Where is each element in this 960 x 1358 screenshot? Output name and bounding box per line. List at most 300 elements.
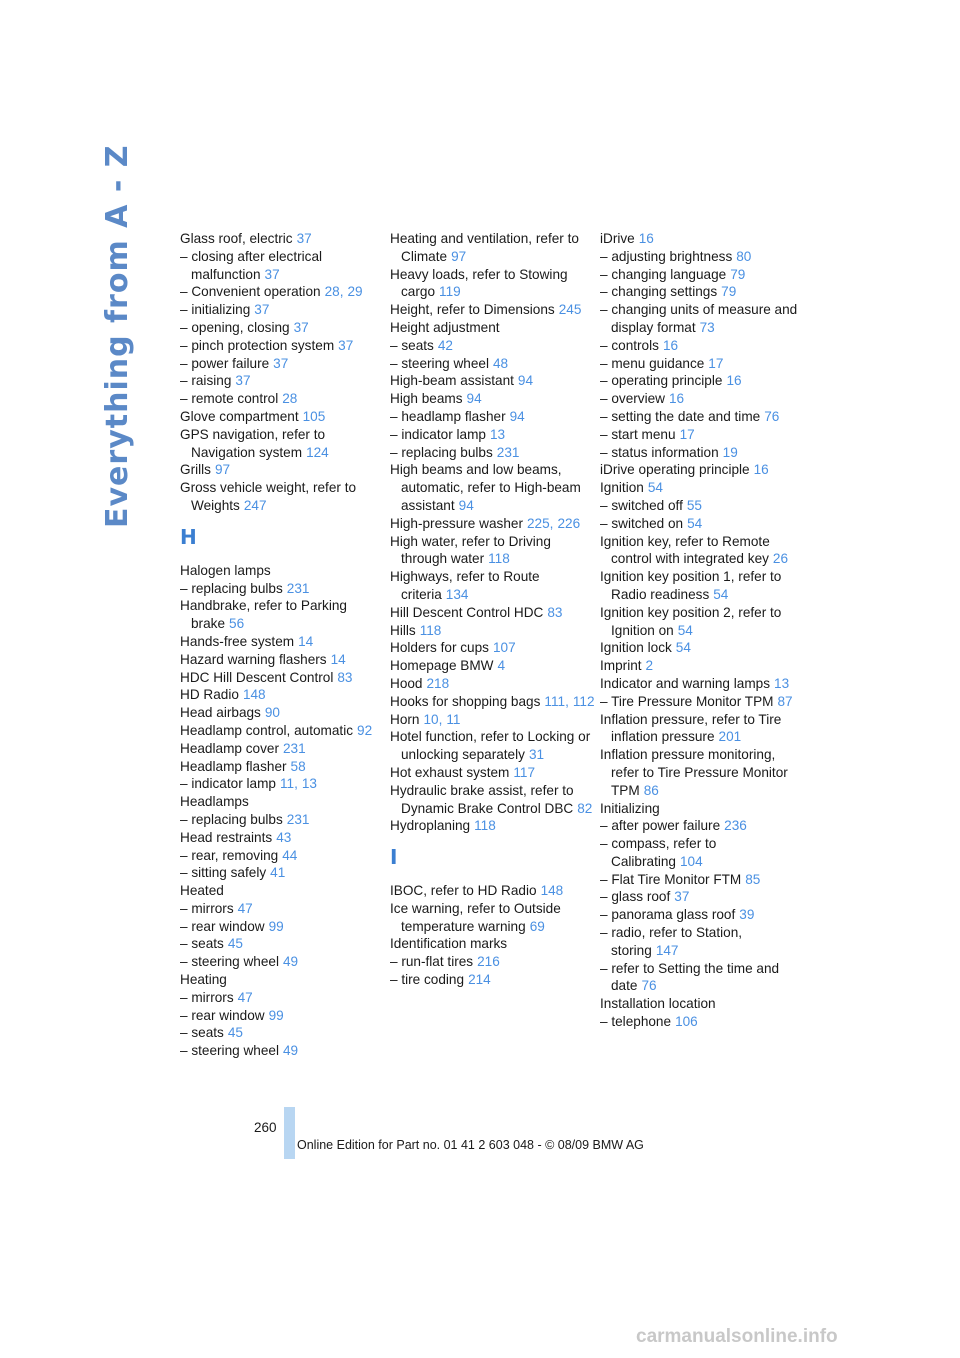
index-entry-text: – telephone — [600, 1014, 672, 1030]
page-ref-link[interactable]: 13 — [774, 675, 790, 691]
index-entry-text: – Flat Tire Monitor FTM — [600, 871, 742, 887]
page-ref-link[interactable]: 105 — [302, 408, 326, 424]
index-entry — [600, 372, 805, 390]
index-entry-text: Hands-free system — [180, 633, 295, 649]
page-ref-link[interactable]: 147 — [655, 942, 679, 958]
index-entry: – Convenient operation 28, 29 — [180, 284, 363, 300]
index-entry-text: IBOC, refer to HD Radio — [390, 883, 537, 899]
page-ref-link[interactable]: 94 — [509, 408, 525, 424]
index-entry-text: – initializing — [180, 302, 251, 318]
index-entry — [600, 515, 805, 533]
index-entry — [390, 971, 595, 989]
index-entry — [600, 924, 805, 960]
index-entry: Hooks for shopping bags 111, 112 — [390, 693, 595, 709]
index-entry — [180, 847, 385, 865]
index-entry-text: Hills — [390, 622, 416, 638]
page-ref-link[interactable]: 134 — [445, 586, 469, 602]
page-ref-link[interactable]: 87 — [777, 693, 793, 709]
page-ref-link[interactable]: 111 — [544, 693, 566, 709]
page-ref-link[interactable]: 37 — [264, 266, 280, 282]
index-entry-text: – steering wheel — [180, 954, 279, 970]
index-entry — [600, 408, 805, 426]
index-entry-text: Inflation pressure, refer to Tire inflation pressure — [600, 711, 782, 745]
page-ref-link[interactable]: 49 — [283, 1043, 299, 1059]
index-entry — [600, 283, 805, 301]
index-entry — [600, 835, 805, 871]
index-entry-text: – start menu — [600, 426, 676, 442]
index-entry-text: – switched off — [600, 497, 683, 513]
index-entry-text: – mirrors — [180, 989, 234, 1005]
page-ref-link[interactable]: 26 — [772, 551, 789, 567]
page-ref-link[interactable]: 55 — [686, 497, 702, 513]
index-entry-text: – compass, refer to Calibrating — [600, 836, 717, 869]
index-entry-text: Heated — [180, 883, 224, 899]
page-ref-link[interactable]: 54 — [675, 640, 691, 656]
page-ref-link[interactable]: 44 — [282, 847, 298, 863]
index-entry — [180, 337, 385, 355]
index-column-3 — [600, 230, 805, 1031]
index-entry — [180, 580, 385, 598]
index-entry-text: – changing language — [600, 266, 727, 282]
page-ref-link[interactable]: 16 — [726, 373, 742, 389]
index-entry — [180, 686, 385, 704]
page-ref-link[interactable]: 37 — [273, 355, 289, 371]
index-entry-text: – Tire Pressure Monitor TPM — [600, 693, 774, 709]
page-ref-link[interactable]: 17 — [708, 355, 724, 371]
page-ref-link[interactable]: 43 — [276, 829, 292, 845]
index-entry-text: – seats — [180, 1025, 224, 1041]
index-entry-text: Heating — [180, 972, 227, 988]
index-entry — [180, 882, 385, 900]
page-ref-link[interactable]: 201 — [718, 729, 742, 745]
index-entry — [600, 533, 805, 569]
index-entry-text: Headlamp cover — [180, 740, 279, 756]
page-ref-link[interactable]: 83 — [547, 604, 563, 620]
index-entry — [180, 461, 385, 479]
page-ref-link[interactable]: 247 — [243, 497, 267, 513]
index-entry — [180, 408, 385, 426]
index-entry-text: Gross vehicle weight, refer to Weights — [180, 480, 357, 513]
index-entry-text: – steering wheel — [180, 1043, 279, 1059]
page-ref-link[interactable]: 148 — [540, 883, 564, 899]
index-entry — [600, 426, 805, 444]
index-entry — [600, 230, 805, 248]
page-ref-link[interactable]: 226 — [557, 515, 581, 531]
page-ref-link[interactable]: 118 — [474, 818, 496, 834]
index-entry-text: – switched on — [600, 515, 684, 531]
index-entry-text: – changing settings — [600, 284, 718, 300]
index-entry — [390, 935, 595, 953]
index-entry — [600, 817, 805, 835]
page-ref-link[interactable]: 94 — [517, 373, 534, 389]
index-entry-text: Hooks for shopping bags — [390, 693, 541, 709]
index-entry-text: Identification marks — [390, 936, 508, 952]
page-ref-link[interactable]: 231 — [286, 811, 310, 827]
index-entry-text: High-beam assistant — [390, 373, 514, 389]
index-entry — [600, 711, 805, 747]
index-entry — [600, 960, 805, 996]
index-entry-text: – remote control — [180, 391, 279, 407]
index-entry-text: – pinch protection system — [180, 337, 335, 353]
page-ref-link[interactable]: 39 — [739, 907, 755, 923]
page-ref-link[interactable]: 14 — [298, 633, 314, 649]
page-ref-link[interactable]: 37 — [254, 302, 270, 318]
index-entry — [180, 935, 385, 953]
page-ref-link[interactable]: 118 — [419, 622, 442, 638]
index-entry-text: Head restraints — [180, 829, 273, 845]
index-entry-text: HDC Hill Descent Control — [180, 669, 334, 685]
index-entry — [180, 989, 385, 1007]
index-entry — [600, 639, 805, 657]
footer-accent-bar — [284, 1107, 295, 1159]
page-ref-link[interactable]: 41 — [270, 865, 286, 881]
index-entry — [180, 426, 385, 462]
index-entry-text: Ignition — [600, 480, 644, 496]
index-entry-text: Homepage BMW — [390, 658, 494, 674]
index-entry-text: Headlamp flasher — [180, 758, 287, 774]
page-ref-link[interactable]: 86 — [643, 782, 659, 798]
index-entry-text: – status information — [600, 444, 719, 460]
index-entry-text: – tire coding — [390, 972, 465, 988]
page-ref-link[interactable]: 216 — [477, 954, 500, 970]
index-entry — [180, 953, 385, 971]
index-entry — [180, 562, 385, 580]
index-entry — [180, 900, 385, 918]
index-entry-text: Headlamps — [180, 794, 249, 810]
index-entry-text: Installation location — [600, 996, 716, 1012]
page-ref-link[interactable]: 92 — [357, 722, 373, 738]
index-entry-text: – replacing bulbs — [390, 444, 493, 460]
index-entry — [390, 444, 595, 462]
page-ref-link[interactable]: 94 — [466, 391, 482, 407]
index-entry-text: High beams and low beams, automatic, refer to High-beam assistant — [390, 462, 581, 513]
index-entry-text: – steering wheel — [390, 355, 489, 371]
index-entry-text: Highways, refer to Route criteria — [390, 569, 540, 602]
page-ref-link[interactable]: 47 — [237, 900, 253, 916]
index-entry-text: – adjusting brightness — [600, 248, 733, 264]
index-entry: Horn 10, 11 — [390, 711, 461, 727]
page-ref-link[interactable]: 97 — [451, 248, 467, 264]
index-entry-text: – rear window — [180, 918, 265, 934]
page-ref-link[interactable]: 79 — [721, 284, 737, 300]
index-entry — [390, 639, 595, 657]
index-entry — [600, 888, 805, 906]
index-entry-text: High-pressure washer — [390, 515, 523, 531]
index-entry — [390, 882, 595, 900]
index-entry-text: Glove compartment — [180, 408, 299, 424]
index-entry-text: HD Radio — [180, 687, 239, 703]
index-entry-text: – radio, refer to Station, storing — [600, 925, 743, 958]
index-entry — [180, 918, 385, 936]
page-ref-link[interactable]: 79 — [730, 266, 746, 282]
index-entry — [180, 372, 385, 390]
page-ref-link[interactable]: 104 — [679, 853, 703, 869]
page-ref-link[interactable]: 83 — [337, 669, 353, 685]
index-entry — [180, 1024, 385, 1042]
index-entry — [180, 633, 385, 651]
page-ref-link[interactable]: 218 — [426, 675, 450, 691]
index-entry — [600, 995, 805, 1013]
index-entry-text: – after power failure — [600, 818, 721, 834]
index-entry — [390, 355, 595, 373]
index-entry — [180, 864, 385, 882]
page-ref-link[interactable]: 17 — [679, 426, 695, 442]
index-entry-text: – Convenient operation — [180, 284, 321, 300]
index-letter-heading: I — [390, 845, 398, 870]
page-ref-link[interactable]: 118 — [488, 551, 510, 567]
page-ref-link[interactable]: 54 — [687, 515, 703, 531]
index-entry-text: – panorama glass roof — [600, 907, 736, 923]
page-ref-link[interactable]: 85 — [745, 871, 761, 887]
index-entry-text: – sitting safely — [180, 865, 267, 881]
index-entry — [180, 355, 385, 373]
index-entry — [390, 622, 595, 640]
footer-edition-text: Online Edition for Part no. 01 41 2 603 048 - © 08/09 BMW AG — [297, 1138, 644, 1152]
index-entry-text: – menu guidance — [600, 355, 705, 371]
page-ref-link[interactable]: 4 — [497, 658, 506, 674]
page-ref-link[interactable]: 117 — [513, 764, 536, 780]
page-ref-link[interactable]: 90 — [264, 705, 280, 721]
page-ref-link[interactable]: 28 — [282, 391, 298, 407]
index-entry-text: – headlamp flasher — [390, 408, 506, 424]
index-entry-text: – controls — [600, 337, 659, 353]
index-entry-text: – changing units of measure and display format — [600, 302, 798, 335]
page-ref-link[interactable]: 69 — [529, 918, 545, 934]
page-ref-link[interactable]: 16 — [662, 337, 679, 353]
index-entry-text: Heating and ventilation, refer to Climate — [390, 231, 579, 264]
index-entry-text: Hydroplaning — [390, 818, 471, 834]
index-entry-text: – seats — [180, 936, 224, 952]
page-ref-link[interactable]: 107 — [492, 640, 516, 656]
page-ref-link[interactable]: 58 — [290, 758, 306, 774]
page-ref-link[interactable]: 124 — [306, 444, 329, 460]
index-entry — [600, 568, 805, 604]
index-entry-text: – operating principle — [600, 373, 723, 389]
index-entry-text: Grills — [180, 462, 211, 478]
index-entry-text: Hydraulic brake assist, refer to Dynamic Brake Control DBC — [390, 782, 574, 816]
page-ref-link[interactable]: 148 — [242, 687, 266, 703]
index-entry-text: Hotel function, refer to Locking or unlocking separately — [390, 729, 591, 763]
index-entry-text: Heavy loads, refer to Stowing cargo — [390, 266, 568, 300]
index-entry — [600, 248, 805, 266]
index-entry — [180, 971, 385, 989]
page-ref-link[interactable]: 14 — [330, 651, 346, 667]
index-entry-text: High water, refer to Driving through water — [390, 533, 551, 567]
index-entry — [180, 301, 385, 319]
index-entry — [180, 230, 385, 248]
page-ref-link[interactable]: 73 — [699, 319, 715, 335]
index-entry-text: Inflation pressure monitoring, refer to Tire Pressure Monitor TPM — [600, 747, 788, 798]
index-entry-text: – closing after electrical malfunction — [180, 248, 323, 282]
index-entry-text: – rear, removing — [180, 847, 279, 863]
index-column-1 — [180, 230, 385, 1060]
index-entry-text: Holders for cups — [390, 640, 489, 656]
page-ref-link[interactable]: 37 — [338, 337, 354, 353]
page-ref-link[interactable]: 54 — [647, 480, 663, 496]
index-entry-text: – rear window — [180, 1007, 265, 1023]
index-entry-text: Height, refer to Dimensions — [390, 302, 555, 318]
index-entry-text: Glass roof, electric — [180, 231, 293, 246]
page-ref-link[interactable]: 119 — [439, 284, 461, 300]
index-entry-text: Ignition lock — [600, 640, 672, 656]
index-entry-text: – seats — [390, 337, 434, 353]
index-entry — [600, 355, 805, 373]
index-entry — [390, 408, 595, 426]
index-entry — [600, 871, 805, 889]
index-entry — [180, 1007, 385, 1025]
index-entry — [390, 266, 595, 302]
page-ref-link[interactable]: 236 — [724, 818, 747, 834]
index-entry — [600, 693, 805, 711]
index-entry-text: – replacing bulbs — [180, 811, 283, 827]
page-ref-link[interactable]: 106 — [675, 1014, 698, 1030]
index-entry — [180, 248, 385, 284]
page-number: 260 — [254, 1120, 277, 1135]
index-entry-text: Ignition key, refer to Remote control with integrated key — [600, 533, 770, 567]
index-entry — [600, 906, 805, 924]
page-ref-link[interactable]: 16 — [668, 391, 685, 407]
index-entry — [180, 811, 385, 829]
page-ref-link[interactable]: 76 — [641, 978, 657, 994]
page-ref-link[interactable]: 11 — [279, 776, 295, 792]
index-entry — [180, 1042, 385, 1060]
index-entry — [180, 793, 385, 811]
index-entry — [390, 390, 595, 408]
page-ref-link[interactable]: 37 — [235, 373, 251, 389]
index-entry — [600, 266, 805, 284]
index-entry-text: Indicator and warning lamps — [600, 675, 771, 691]
index-entry — [390, 764, 595, 782]
index-entry — [180, 740, 385, 758]
page-ref-link[interactable]: 37 — [674, 889, 690, 905]
index-entry-text: Ignition key position 1, refer to Radio readiness — [600, 569, 782, 602]
index-entry — [180, 669, 385, 687]
page-ref-link[interactable]: 2 — [645, 658, 654, 674]
index-entry: – indicator lamp 11, 13 — [180, 776, 317, 792]
index-entry-text: – opening, closing — [180, 319, 290, 335]
page-ref-link[interactable]: 99 — [268, 918, 284, 934]
index-entry-text: – replacing bulbs — [180, 580, 283, 596]
index-entry-text: Height adjustment — [390, 319, 500, 335]
index-entry-text: Imprint — [600, 658, 642, 674]
page-ref-link[interactable]: 37 — [296, 231, 312, 246]
index-entry-text: – indicator lamp — [180, 776, 276, 792]
page-ref-link[interactable]: 80 — [736, 248, 752, 264]
index-entry-text: GPS navigation, refer to Navigation system — [180, 426, 326, 460]
index-entry — [390, 782, 595, 818]
page-ref-link[interactable]: 245 — [558, 302, 582, 318]
page-ref-link[interactable]: 231 — [282, 740, 306, 756]
page-ref-link[interactable]: 94 — [458, 497, 474, 513]
page-ref-link[interactable]: 231 — [286, 580, 310, 596]
watermark: carmanualsonline.info — [636, 1326, 838, 1347]
index-entry — [600, 390, 805, 408]
index-letter-heading: H — [180, 524, 197, 549]
index-entry — [180, 597, 385, 633]
index-entry-text: High beams — [390, 391, 463, 407]
index-entry — [390, 675, 595, 693]
index-entry — [390, 337, 595, 355]
index-entry — [390, 953, 595, 971]
page-ref-link[interactable]: 54 — [713, 586, 729, 602]
page-ref-link[interactable]: 82 — [577, 800, 593, 816]
page-ref-link[interactable]: 48 — [493, 355, 509, 371]
page-ref-link[interactable]: 45 — [227, 936, 243, 952]
index-entry — [600, 657, 805, 675]
index-entry — [390, 230, 595, 266]
index-entry-text: Halogen lamps — [180, 562, 271, 578]
index-entry-text: Horn — [390, 711, 420, 727]
page-ref-link[interactable]: 10 — [423, 711, 439, 727]
page-ref-link[interactable]: 99 — [268, 1007, 284, 1023]
index-entry-text: Headlamp control, automatic — [180, 722, 354, 738]
index-entry — [600, 337, 805, 355]
index-entry-text: Hill Descent Control HDC — [390, 604, 544, 620]
page-ref-link[interactable]: 13 — [489, 426, 506, 442]
index-entry-text: Handbrake, refer to Parking brake — [180, 598, 347, 632]
page-ref-link[interactable]: 11 — [446, 711, 461, 727]
page-ref-link[interactable]: 13 — [301, 776, 317, 792]
index-entry-text: – raising — [180, 373, 232, 389]
page-ref-link[interactable]: 42 — [437, 337, 453, 353]
index-entry — [180, 390, 385, 408]
index-entry-text: Ignition key position 2, refer to Ignition on — [600, 604, 782, 638]
index-column-2 — [390, 230, 595, 989]
page-ref-link[interactable]: 225 — [526, 515, 550, 531]
index-entry — [180, 758, 385, 776]
page-ref-link[interactable]: 49 — [283, 954, 299, 970]
page-ref-link[interactable]: 45 — [227, 1025, 243, 1041]
page-ref-link[interactable]: 76 — [764, 408, 780, 424]
index-entry — [390, 426, 595, 444]
page-ref-link[interactable]: 56 — [229, 616, 245, 632]
page-ref-link[interactable]: 19 — [722, 444, 738, 460]
index-entry-text: – setting the date and time — [600, 408, 761, 424]
index-entry-text: – run-flat tires — [390, 954, 474, 970]
index-entry-text: – refer to Setting the time and date — [600, 960, 780, 994]
page-ref-link[interactable]: 37 — [293, 319, 309, 335]
index-entry-text: – overview — [600, 391, 665, 407]
index-entry — [390, 604, 595, 622]
page-ref-link[interactable]: 16 — [638, 231, 654, 246]
page-ref-link[interactable]: 97 — [214, 462, 231, 478]
page-ref-link[interactable]: 28 — [324, 284, 340, 300]
index-entry — [180, 651, 385, 669]
index-entry-text: iDrive — [600, 231, 635, 246]
page-ref-link[interactable]: 16 — [753, 462, 769, 478]
page-ref-link[interactable]: 214 — [468, 972, 491, 988]
index-entry-text: – indicator lamp — [390, 426, 486, 442]
page-ref-link[interactable]: 231 — [496, 444, 520, 460]
index-entry — [180, 829, 385, 847]
index-entry-text: Initializing — [600, 800, 660, 816]
index-entry — [600, 461, 805, 479]
index-entry — [390, 319, 595, 337]
index-entry — [600, 1013, 805, 1031]
index-entry: High-pressure washer 225, 226 — [390, 515, 581, 531]
index-entry — [600, 301, 805, 337]
index-entry — [390, 657, 595, 675]
page-ref-link[interactable]: 54 — [677, 622, 693, 638]
page-ref-link[interactable]: 31 — [528, 747, 545, 763]
index-entry — [390, 728, 595, 764]
page-ref-link[interactable]: 29 — [347, 284, 363, 300]
index-entry — [390, 461, 595, 514]
page-ref-link[interactable]: 47 — [237, 989, 253, 1005]
page-ref-link[interactable]: 112 — [572, 693, 595, 709]
index-entry-text: Hazard warning flashers — [180, 651, 327, 667]
index-entry — [180, 479, 385, 515]
